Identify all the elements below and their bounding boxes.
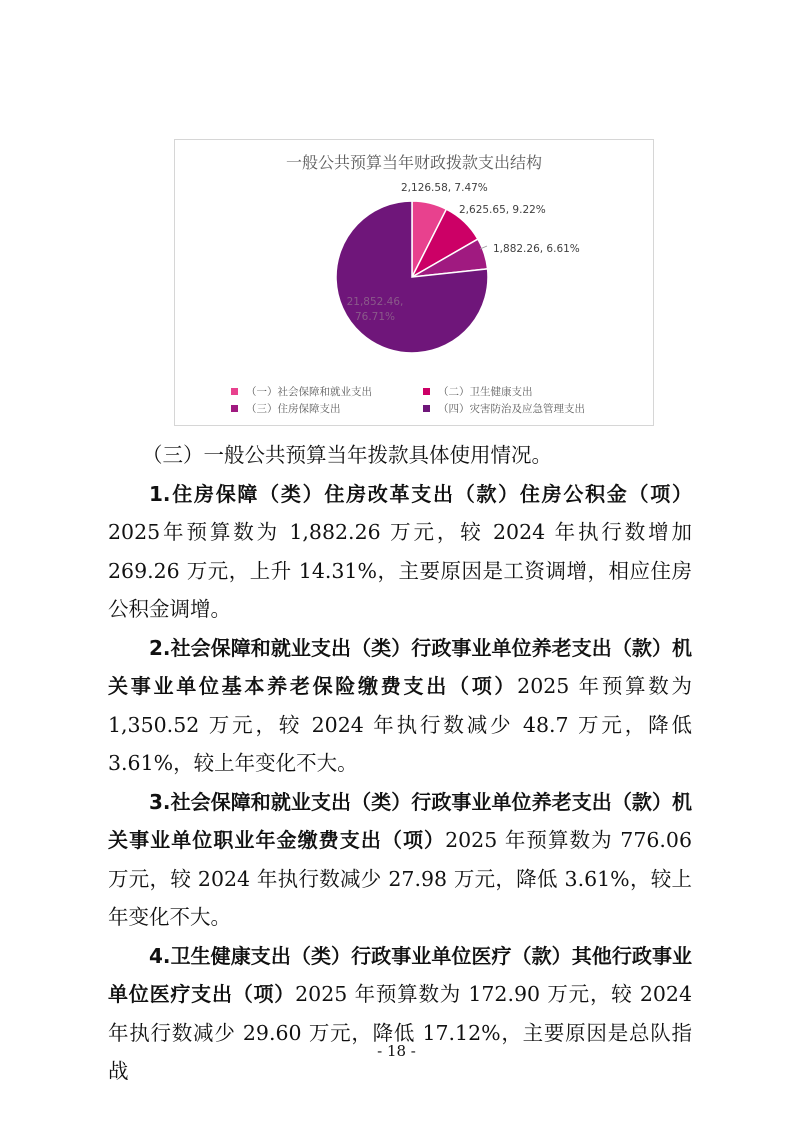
item-text: 2025 年预算数为 776.06 万元，较 2024 年执行数减少 27.98 万元，降低 3.61%，较上年变化不大。 <box>108 828 693 929</box>
legend-item-disaster <box>423 401 585 416</box>
paragraph-item-2 <box>108 629 692 783</box>
page-number: - 18 - <box>377 1042 416 1060</box>
document-body <box>108 436 692 1091</box>
data-label-disaster-percent: 76.71% <box>354 311 396 323</box>
item-text: 2025 年预算数为 1,350.52 万元，较 2024 年执行数减少 48.7 万元，降低 3.61%，较上年变化不大。 <box>108 674 693 775</box>
legend-label: （三）住房保障支出 <box>246 403 341 415</box>
data-label-disaster-value: 21,852.46, <box>346 296 404 308</box>
item-title: 1.住房保障（类）住房改革支出（款）住房公积金（项） <box>149 481 692 506</box>
legend-swatch <box>423 405 430 412</box>
legend-swatch <box>423 388 430 395</box>
legend-label: （一）社会保障和就业支出 <box>246 386 372 398</box>
chart-title: 一般公共预算当年财政拨款支出结构 <box>285 153 542 172</box>
legend-label: （四）灾害防治及应急管理支出 <box>438 403 585 415</box>
paragraph-item-1 <box>108 475 692 629</box>
legend-item-social-security <box>231 384 372 399</box>
section-heading: （三）一般公共预算当年拨款具体使用情况。 <box>142 443 552 467</box>
legend-swatch <box>231 388 238 395</box>
paragraph-item-4 <box>108 937 692 1091</box>
paragraph-item-3 <box>108 783 692 937</box>
data-label-housing: 1,882.26, 6.61% <box>493 243 580 255</box>
item-text: 2025年预算数为 1,882.26 万元，较 2024 年执行数增加 269.26 万元，上升 14.31%，主要原因是工资调增，相应住房公积金调增。 <box>108 520 692 621</box>
pie-chart <box>175 140 653 380</box>
item-title: 3.社会保障和就业支出（类）行政事业单位养老支出（款）机关事业单位职业年金缴费支出（项） <box>108 789 692 852</box>
data-label-health: 2,625.65, 9.22% <box>459 204 546 216</box>
item-text: 2025 年预算数为 172.90 万元，较 2024 年执行数减少 29.60 万元，降低 17.12%，主要原因是总队指战 <box>108 982 693 1083</box>
item-title: 4.卫生健康支出（类）行政事业单位医疗（款）其他行政事业单位医疗支出（项） <box>108 943 692 1006</box>
legend-swatch <box>231 405 238 412</box>
pie-chart-panel <box>174 139 654 426</box>
legend-item-housing <box>231 401 341 416</box>
item-title: 2.社会保障和就业支出（类）行政事业单位养老支出（款）机关事业单位基本养老保险缴费支出（项） <box>108 635 692 698</box>
legend-item-health <box>423 384 533 399</box>
data-label-social-security: 2,126.58, 7.47% <box>401 182 488 194</box>
legend-label: （二）卫生健康支出 <box>438 386 533 398</box>
